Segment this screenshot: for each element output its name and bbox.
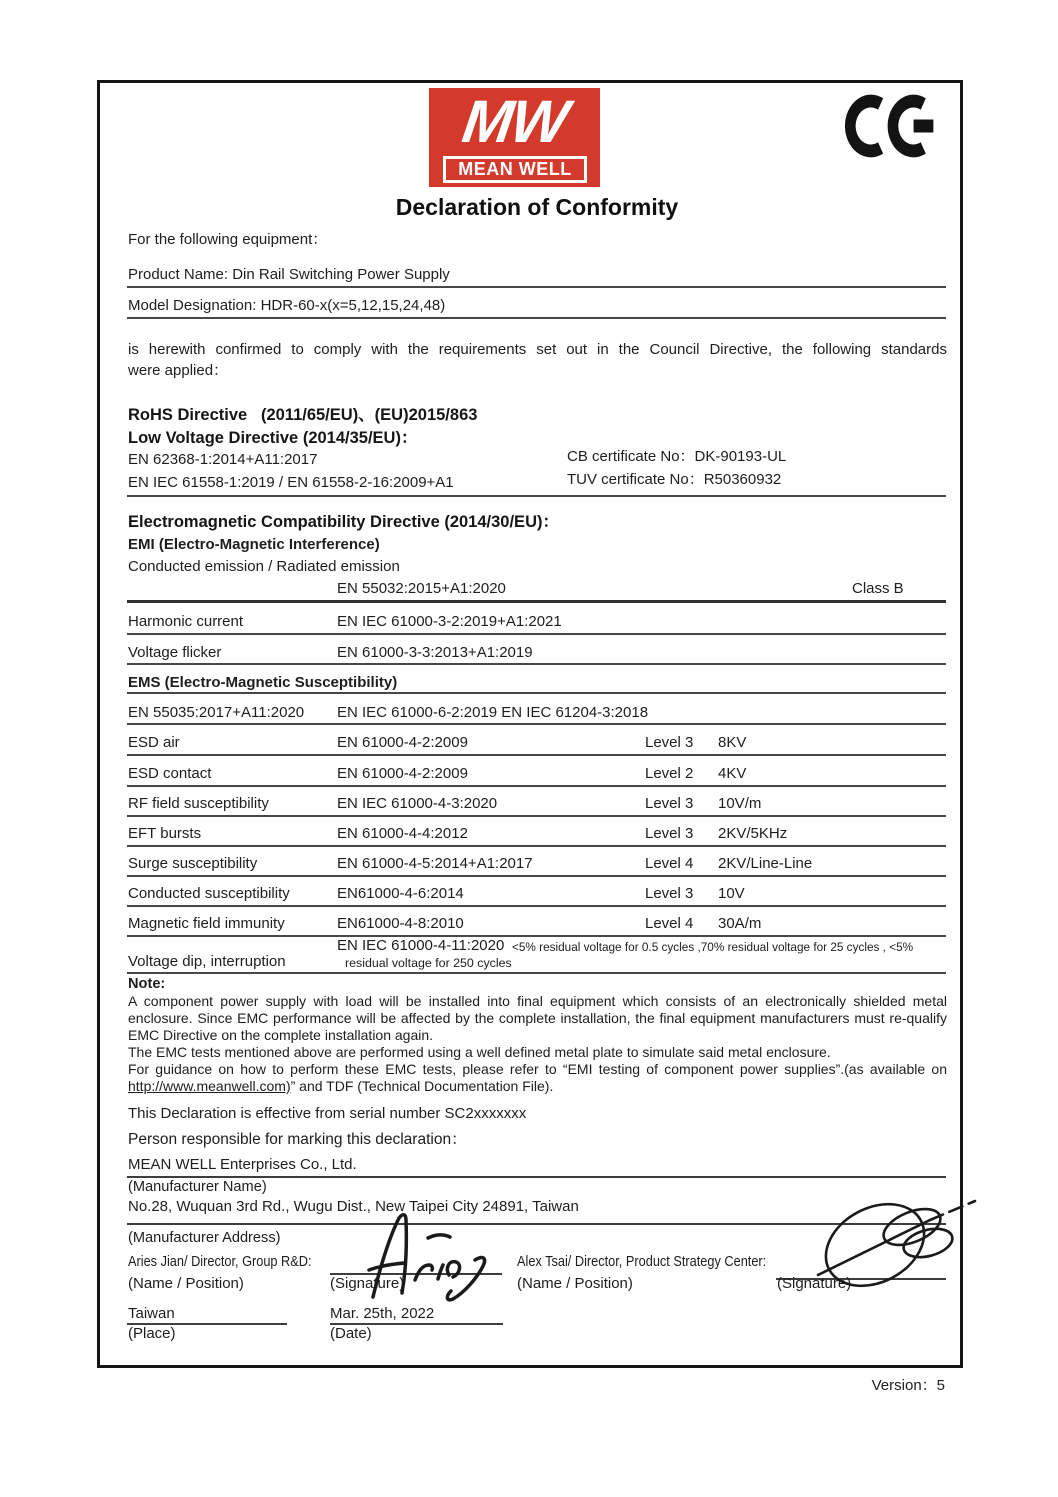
- ems-heading: EMS (Electro-Magnetic Susceptibility): [128, 674, 398, 691]
- ems-item: Surge susceptibility: [128, 855, 258, 872]
- ems-value: 2KV/Line-Line: [718, 855, 813, 872]
- tuv-certificate-no: TUV certificate No：R50360932: [567, 471, 782, 488]
- divider-line: [127, 692, 946, 694]
- note-label: Note:: [128, 976, 166, 992]
- ems-item: Voltage dip, interruption: [128, 953, 286, 970]
- page-title: Declaration of Conformity: [395, 194, 679, 220]
- emi-heading: EMI (Electro-Magnetic Interference): [128, 536, 380, 553]
- ems-standard: EN 61000-4-2:2009: [337, 734, 468, 751]
- lvd-standard-1: EN 62368-1:2014+A11:2017: [128, 451, 318, 468]
- emi-item: Harmonic current: [128, 613, 244, 630]
- ems-item: ESD air: [128, 734, 180, 751]
- note-paragraph2: The EMC tests mentioned above are performed using a well defined metal plate to simulate said metal enclosure.: [128, 1044, 831, 1060]
- note-paragraph1-line2: enclosure. Since EMC performance will be affected by the complete installation, the final equipment manufacturers must re-qualify: [128, 1010, 947, 1026]
- version-label: Version：5: [871, 1377, 945, 1394]
- divider-line: [127, 633, 946, 635]
- note-paragraph3-tail: ” and TDF (Technical Documentation File).: [290, 1078, 554, 1094]
- ems-item: Conducted susceptibility: [128, 885, 290, 902]
- divider-line: [127, 317, 946, 319]
- divider-line: [127, 663, 946, 665]
- signature-alex-tsai: [770, 1175, 980, 1295]
- ems-standard: EN IEC 61000-4-3:2020: [337, 795, 498, 812]
- date-caption: (Date): [330, 1325, 372, 1342]
- signature-caption-right: (Signature): [777, 1275, 852, 1292]
- meanwell-url-link: http://www.meanwell.com): [128, 1078, 291, 1094]
- voltage-dip-detail-2: residual voltage for 250 cycles: [345, 956, 512, 970]
- ems-level: Level 3: [645, 795, 694, 812]
- product-name: Product Name: Din Rail Switching Power Supply: [128, 266, 450, 283]
- ems-value: 10V: [718, 885, 745, 902]
- ems-level: Level 4: [645, 915, 694, 932]
- note-paragraph1-line1: A component power supply with load will be installed into final equipment which consists of an electronically shielded metal: [128, 993, 947, 1009]
- divider-line: [127, 723, 946, 725]
- divider-line: [127, 972, 946, 974]
- serial-statement: This Declaration is effective from serial number SC2xxxxxxx: [128, 1105, 527, 1122]
- manufacturer-address: No.28, Wuquan 3rd Rd., Wugu Dist., New Taipei City 24891, Taiwan: [128, 1198, 579, 1215]
- lvd-heading: Low Voltage Directive (2014/35/EU)：: [128, 429, 418, 447]
- manufacturer-address-caption: (Manufacturer Address): [128, 1230, 281, 1246]
- ems-level: Level 4: [645, 855, 694, 872]
- manufacturer-name: MEAN WELL Enterprises Co., Ltd.: [128, 1156, 357, 1173]
- signature-aries: [325, 1200, 520, 1305]
- cb-certificate-no: CB certificate No：DK-90193-UL: [567, 448, 787, 465]
- divider-line: [127, 754, 946, 756]
- divider-line: [127, 905, 946, 907]
- ems-level: Level 3: [645, 885, 694, 902]
- ems-standard: EN 61000-4-5:2014+A1:2017: [337, 855, 533, 872]
- divider-line: [127, 286, 946, 288]
- for-equipment-label: For the following equipment：: [128, 231, 328, 248]
- ems-standard: EN 61000-4-2:2009: [337, 765, 468, 782]
- divider-line: [127, 600, 946, 603]
- signer-left-name-position: Aries Jian/ Director, Group R&D:: [128, 1253, 312, 1270]
- ems-standard: EN61000-4-6:2014: [337, 885, 464, 902]
- divider-line: [127, 495, 946, 497]
- emi-result: Class B: [852, 580, 904, 597]
- place-value: Taiwan: [128, 1305, 175, 1322]
- ce-mark-icon: [845, 90, 941, 162]
- ems-general-standard-2: EN IEC 61000-6-2:2019 EN IEC 61204-3:2018: [337, 704, 649, 721]
- ems-item: RF field susceptibility: [128, 795, 269, 812]
- emi-standard: EN IEC 61000-3-2:2019+A1:2021: [337, 613, 562, 630]
- ems-item: EFT bursts: [128, 825, 202, 842]
- place-caption: (Place): [128, 1325, 176, 1342]
- meanwell-logo-wordmark: MEAN WELL: [443, 156, 587, 183]
- ems-standard: EN 61000-4-4:2012: [337, 825, 468, 842]
- responsible-statement: Person responsible for marking this declaration：: [128, 1131, 467, 1148]
- confirmation-paragraph-line1: is herewith confirmed to comply with the requirements set out in the Council Directive, the following standards: [128, 341, 947, 358]
- ems-value: 30A/m: [718, 915, 762, 932]
- signature-caption-left: (Signature): [330, 1275, 405, 1292]
- note-paragraph3-line1: For guidance on how to perform these EMC tests, please refer to “EMI testing of component power supplies”.(as available on: [128, 1061, 947, 1077]
- voltage-dip-detail-1: <5% residual voltage for 0.5 cycles ,70% residual voltage for 25 cycles , <5%: [512, 940, 914, 954]
- emi-standard: EN 61000-3-3:2013+A1:2019: [337, 644, 533, 661]
- emi-item: Conducted emission / Radiated emission: [128, 558, 400, 575]
- note-paragraph3-line2: [128, 1078, 947, 1095]
- emc-directive-heading: Electromagnetic Compatibility Directive (2014/30/EU)：: [128, 513, 559, 531]
- ems-level: Level 3: [645, 734, 694, 751]
- ems-level: Level 2: [645, 765, 694, 782]
- emi-item: Voltage flicker: [128, 644, 222, 661]
- manufacturer-name-caption: (Manufacturer Name): [128, 1179, 267, 1195]
- ems-standard: EN61000-4-8:2010: [337, 915, 464, 932]
- ems-general-standard-1: EN 55035:2017+A11:2020: [128, 704, 305, 721]
- lvd-standard-2: EN IEC 61558-1:2019 / EN 61558-2-16:2009+A1: [128, 474, 454, 491]
- ems-value: 2KV/5KHz: [718, 825, 788, 842]
- confirmation-paragraph-line2: were applied：: [128, 362, 229, 379]
- divider-line: [127, 785, 946, 787]
- divider-line: [127, 935, 946, 937]
- date-value: Mar. 25th, 2022: [330, 1305, 435, 1322]
- ems-standard: EN IEC 61000-4-11:2020: [337, 937, 505, 954]
- meanwell-logo-mw-letters: MW: [458, 88, 571, 155]
- signer-right-name-position: Alex Tsai/ Director, Product Strategy Center:: [517, 1253, 767, 1270]
- ems-value: 10V/m: [718, 795, 762, 812]
- ems-level: Level 3: [645, 825, 694, 842]
- divider-line: [127, 875, 946, 877]
- model-designation: Model Designation: HDR-60-x(x=5,12,15,24,48): [128, 297, 446, 314]
- note-paragraph1-line3: EMC Directive on the complete installation again.: [128, 1027, 434, 1043]
- divider-line: [127, 845, 946, 847]
- ems-value: 8KV: [718, 734, 747, 751]
- ems-item: ESD contact: [128, 765, 212, 782]
- name-position-caption-right: (Name / Position): [517, 1275, 633, 1292]
- ems-item: Magnetic field immunity: [128, 915, 285, 932]
- ems-value: 4KV: [718, 765, 747, 782]
- name-position-caption-left: (Name / Position): [128, 1275, 244, 1292]
- meanwell-logo: [429, 88, 600, 187]
- emi-standard: EN 55032:2015+A1:2020: [337, 580, 506, 597]
- rohs-directive-heading: RoHS Directive (2011/65/EU)、(EU)2015/863: [128, 406, 478, 424]
- divider-line: [127, 815, 946, 817]
